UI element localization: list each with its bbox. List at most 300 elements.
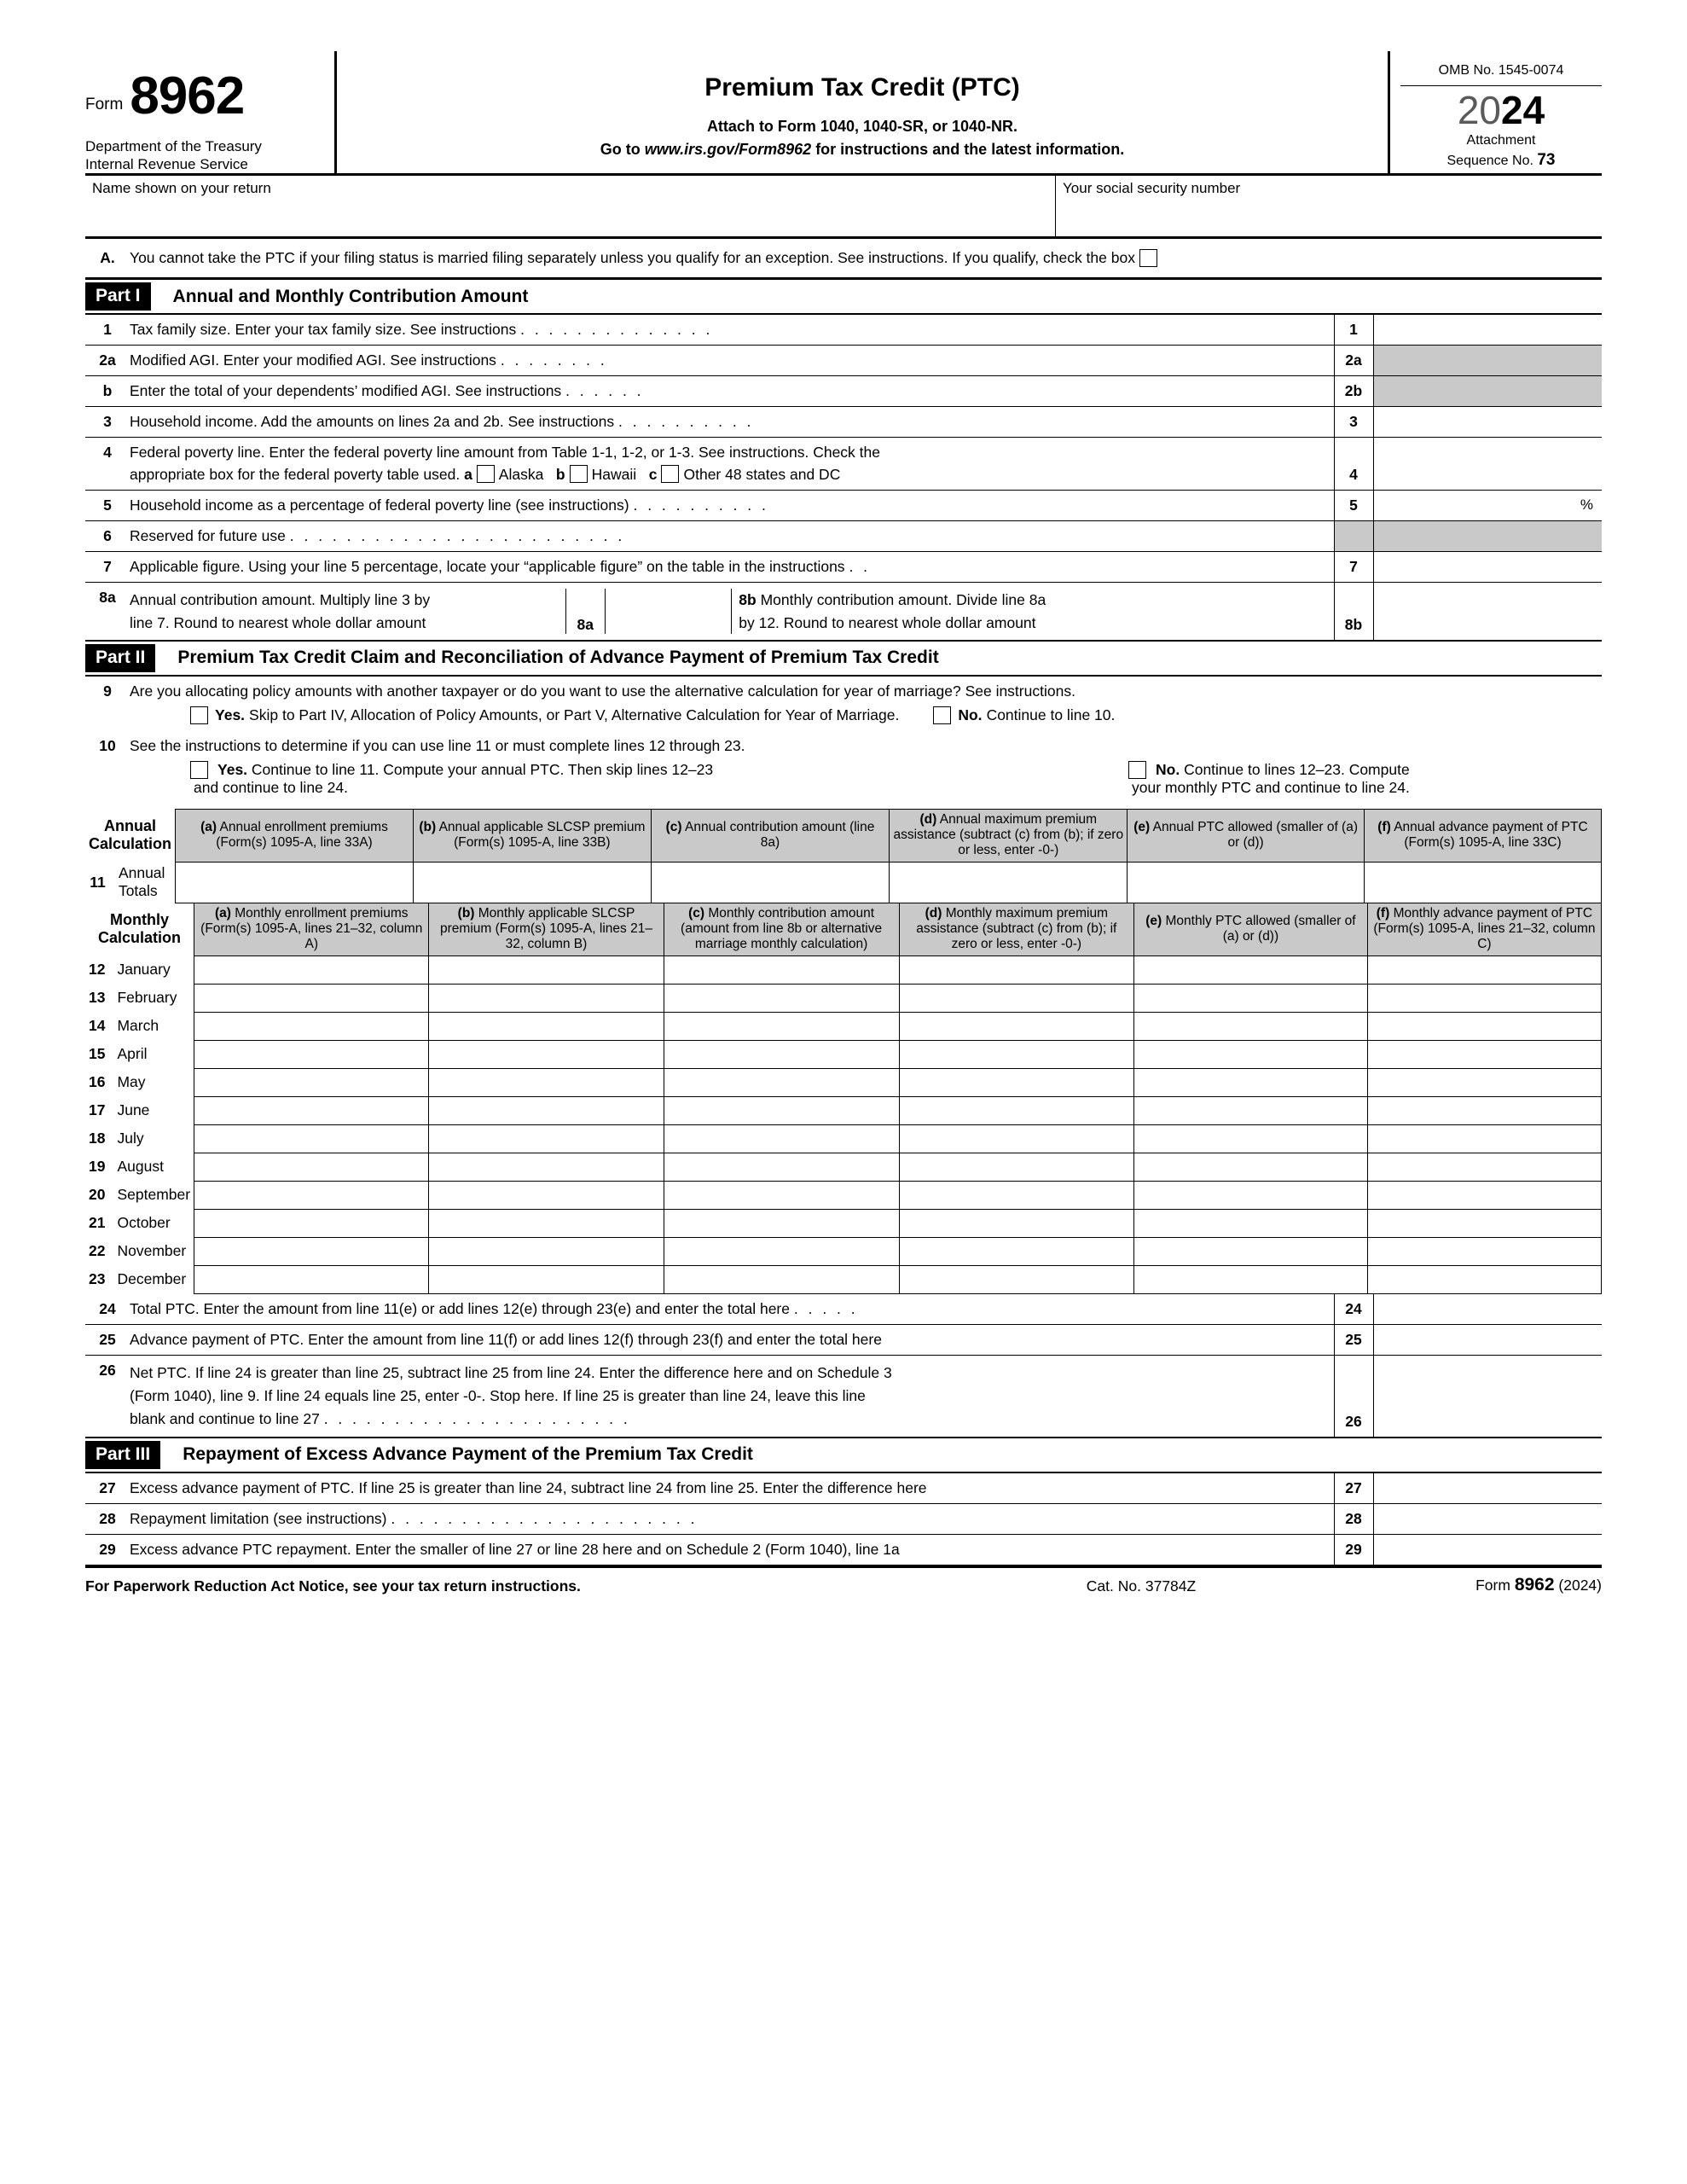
line-21-col-b-input[interactable] [429, 1209, 664, 1237]
line-17-col-b-input[interactable] [429, 1096, 664, 1124]
line-15-number: 15 [89, 1045, 106, 1063]
header-right [1390, 51, 1602, 173]
line-3-row [85, 407, 1602, 438]
line-2b-row [85, 376, 1602, 407]
line-19-col-f-input[interactable] [1367, 1153, 1601, 1181]
line-2b-amount-input[interactable] [1373, 376, 1602, 407]
annual-totals-row [85, 862, 1602, 903]
line-22-label: November [117, 1242, 187, 1260]
line-15-col-e-input[interactable] [1134, 1040, 1368, 1068]
line-10-yes-text-2: and continue to line 24. [194, 778, 348, 796]
line-16-label: May [117, 1073, 146, 1091]
line-27-amount-input[interactable] [1373, 1473, 1602, 1504]
line-5-boxnum: 5 [1334, 491, 1373, 521]
part-3-badge: Part III [85, 1441, 160, 1469]
part-1-title: Annual and Monthly Contribution Amount [172, 286, 529, 306]
line-26-row [85, 1355, 1602, 1437]
line-25-boxnum: 25 [1334, 1324, 1373, 1355]
table-row [85, 1153, 1602, 1181]
line-1-label: Tax family size. Enter your tax family size. See instructions [130, 321, 517, 339]
catalog-number: Cat. No. 37784Z [1086, 1577, 1197, 1594]
monthly-col-b-tag: (b) [457, 905, 475, 921]
line-21-label: October [117, 1214, 171, 1232]
line-8b-text [739, 589, 1333, 634]
line-8a-block [130, 589, 732, 634]
line-14-col-f-input[interactable] [1367, 1012, 1601, 1040]
line-10-no-checkbox[interactable] [1128, 761, 1146, 779]
monthly-col-d-header [899, 903, 1133, 956]
line-14-col-b-input[interactable] [429, 1012, 664, 1040]
line-7-boxnum: 7 [1334, 552, 1373, 583]
line-19-col-b-input[interactable] [429, 1153, 664, 1181]
line-4-amount-input[interactable] [1373, 438, 1602, 491]
line-28-text [130, 1503, 1334, 1534]
line-5-number: 5 [85, 491, 130, 521]
monthly-col-d-text: Monthly maximum premium assistance (subtract (c) from (b); if zero or less, enter -0-) [916, 905, 1117, 952]
line-29-label: Excess advance PTC repayment. Enter the smaller of line 27 or line 28 here and on Schedule 2 (Form 1040), line 1a [130, 1534, 1334, 1565]
line-10-no-text-1: Continue to lines 12–23. Compute [1184, 760, 1410, 778]
line-4-text [130, 438, 1334, 491]
line-19-col-e-input[interactable] [1134, 1153, 1368, 1181]
line-8a-amount-input[interactable] [605, 589, 731, 634]
line-8b-boxnum: 8b [1334, 583, 1373, 640]
line-6-reserved-cell [1373, 521, 1602, 552]
name-field-label: Name shown on your return [92, 180, 271, 197]
line-20-col-a-input[interactable] [194, 1181, 429, 1209]
monthly-col-b-text: Monthly applicable SLCSP premium (Form(s) 1095-A, lines 21–32, column B) [440, 905, 652, 952]
table-row [85, 1124, 1602, 1153]
line-11-col-e-input[interactable] [1128, 862, 1365, 903]
line-11-col-f-input[interactable] [1364, 862, 1601, 903]
line-23-col-d-input[interactable] [899, 1265, 1133, 1293]
monthly-col-f-header [1367, 903, 1601, 956]
annual-col-e-text: Annual PTC allowed (smaller of (a) or (d)) [1152, 820, 1358, 851]
line-19-col-d-input[interactable] [899, 1153, 1133, 1181]
line-22-col-e-input[interactable] [1134, 1237, 1368, 1265]
line-14-col-e-input[interactable] [1134, 1012, 1368, 1040]
line-20-number: 20 [89, 1186, 106, 1204]
line-3-leader: . . . . . . . . . . [618, 413, 754, 431]
line-24-label: Total PTC. Enter the amount from line 11(e) or add lines 12(e) through 23(e) and enter the total here [130, 1299, 790, 1317]
line-4-alaska-checkbox[interactable] [477, 465, 495, 483]
line-26-label-2: (Form 1040), line 9. If line 24 equals line 25, enter -0-. Stop here. If line 25 is greater than line 24, leave this line [130, 1386, 866, 1404]
annual-label-line1: Annual [104, 817, 156, 835]
line-10-number: 10 [99, 736, 116, 754]
annual-col-a-tag: (a) [200, 820, 217, 835]
goto-suffix: for instructions and the latest information. [811, 141, 1125, 158]
part-1-table [85, 315, 1602, 640]
line-21-col-f-input[interactable] [1367, 1209, 1601, 1237]
line-11-col-a-input[interactable] [176, 862, 414, 903]
part-1-bar [85, 278, 1602, 315]
line-9-no-text: Continue to line 10. [986, 706, 1116, 723]
monthly-col-b-header [429, 903, 664, 956]
line-14-number: 14 [89, 1017, 106, 1035]
form-header [85, 51, 1602, 176]
line-29-number: 29 [85, 1534, 130, 1565]
line-22-col-b-input[interactable] [429, 1237, 664, 1265]
line-12-label: January [117, 961, 171, 979]
line-5-amount-input[interactable] [1373, 491, 1602, 521]
line-23-label: December [117, 1270, 187, 1288]
line-8a-number: 8a [99, 589, 116, 607]
line-20-col-f-input[interactable] [1367, 1181, 1601, 1209]
line-10-text: See the instructions to determine if you can use line 11 or must complete lines 12 through 23. [130, 736, 745, 754]
line-2a-amount-input[interactable] [1373, 346, 1602, 376]
line-16-col-a-input[interactable] [194, 1068, 429, 1096]
line-1-row [85, 315, 1602, 346]
line-2b-boxnum: 2b [1334, 376, 1373, 407]
line-17-col-d-input[interactable] [899, 1096, 1133, 1124]
table-row [85, 1096, 1602, 1124]
line-18-number: 18 [89, 1130, 106, 1147]
goto-url[interactable]: www.irs.gov/Form8962 [644, 141, 812, 158]
attachment-label: Attachment [1466, 133, 1536, 148]
annual-col-f-text: Annual advance payment of PTC (Form(s) 1095-A, line 33C) [1394, 820, 1588, 851]
line-18-col-e-input[interactable] [1134, 1124, 1368, 1153]
line-20-label: September [117, 1186, 191, 1204]
line-14-col-d-input[interactable] [899, 1012, 1133, 1040]
line-13-col-a-input[interactable] [194, 984, 429, 1012]
line-21-col-d-input[interactable] [899, 1209, 1133, 1237]
line-2a-boxnum: 2a [1334, 346, 1373, 376]
line-4-opt-a-label: Alaska [498, 466, 544, 484]
footer-form-word: Form [1475, 1576, 1510, 1594]
line-4-row [85, 438, 1602, 491]
line-22-col-a-input[interactable] [194, 1237, 429, 1265]
table-row [85, 1265, 1602, 1293]
line-16-col-f-input[interactable] [1367, 1068, 1601, 1096]
line-13-col-b-input[interactable] [429, 984, 664, 1012]
line-29-boxnum: 29 [1334, 1534, 1373, 1565]
line-21-col-a-input[interactable] [194, 1209, 429, 1237]
line-12-col-d-input[interactable] [899, 956, 1133, 984]
line-23-col-b-input[interactable] [429, 1265, 664, 1293]
line-28-row [85, 1503, 1602, 1534]
line-9-yes-text: Skip to Part IV, Allocation of Policy Amounts, or Part V, Alternative Calculation for Year of Marriage. [249, 706, 900, 723]
form-word-label: Form [85, 95, 124, 113]
tax-year-prefix: 20 [1457, 88, 1501, 132]
line-3-amount-input[interactable] [1373, 407, 1602, 438]
part-2-totals-table [85, 1294, 1602, 1437]
line-21-col-e-input[interactable] [1134, 1209, 1368, 1237]
line-23-number: 23 [89, 1270, 106, 1288]
line-18-col-c-input[interactable] [664, 1124, 899, 1153]
monthly-col-c-tag: (c) [688, 905, 705, 921]
monthly-col-e-header [1134, 903, 1368, 956]
line-7-number: 7 [85, 552, 130, 583]
table-row [85, 1040, 1602, 1068]
monthly-col-f-text: Monthly advance payment of PTC (Form(s) 1095-A, lines 21–32, column C) [1373, 905, 1596, 952]
goto-prefix: Go to [600, 141, 645, 158]
table-row [85, 1181, 1602, 1209]
line-4-opt-a-letter: a [464, 466, 472, 484]
annual-col-c-tag: (c) [665, 820, 682, 835]
line-28-label: Repayment limitation (see instructions) [130, 1509, 387, 1527]
line-4-number: 4 [85, 438, 130, 491]
line-19-col-a-input[interactable] [194, 1153, 429, 1181]
line-20-col-b-input[interactable] [429, 1181, 664, 1209]
line-8-content [130, 583, 1334, 640]
line-24-amount-input[interactable] [1373, 1294, 1602, 1325]
paperwork-notice: For Paperwork Reduction Act Notice, see your tax return instructions. [85, 1577, 581, 1594]
annual-col-a-header [176, 809, 414, 862]
annual-header-row [85, 809, 1602, 862]
form-title: Premium Tax Credit (PTC) [704, 73, 1020, 102]
line-6-label: Reserved for future use [130, 527, 286, 545]
line-18-col-f-input[interactable] [1367, 1124, 1601, 1153]
line-4-opt-b-label: Hawaii [591, 466, 637, 484]
line-17-number: 17 [89, 1101, 106, 1119]
annual-calculation-label [85, 809, 176, 862]
line-8b-amount-input[interactable] [1373, 583, 1602, 640]
line-22-col-c-input[interactable] [664, 1237, 899, 1265]
monthly-col-c-header [664, 903, 899, 956]
annual-col-c-header [651, 809, 890, 862]
line-13-col-d-input[interactable] [899, 984, 1133, 1012]
line-12-col-f-input[interactable] [1367, 956, 1601, 984]
line-28-leader: . . . . . . . . . . . . . . . . . . . . . . [391, 1509, 698, 1527]
annual-col-e-header [1128, 809, 1365, 862]
line-9-number: 9 [103, 682, 112, 700]
line-25-row [85, 1324, 1602, 1355]
line-2b-text [130, 376, 1334, 407]
monthly-col-a-text: Monthly enrollment premiums (Form(s) 1095-A, lines 21–32, column A) [200, 905, 423, 952]
line-24-text [130, 1294, 1334, 1325]
footer-form-id [1320, 1575, 1602, 1595]
line-9-yes-label: Yes. [215, 706, 246, 723]
line-a-row [85, 239, 1602, 278]
line-15-col-b-input[interactable] [429, 1040, 664, 1068]
line-a-checkbox[interactable] [1139, 249, 1157, 267]
line-1-amount-input[interactable] [1373, 315, 1602, 346]
annual-col-d-header [890, 809, 1128, 862]
part-3-bar [85, 1437, 1602, 1473]
line-8-row [85, 583, 1602, 640]
line-25-label: Advance payment of PTC. Enter the amount from line 11(f) or add lines 12(f) through 23(f) and enter the total here [130, 1324, 1334, 1355]
line-8a-boxnum: 8a [565, 589, 605, 634]
line-23-col-f-input[interactable] [1367, 1265, 1601, 1293]
line-5-label: Household income as a percentage of federal poverty line (see instructions) [130, 497, 629, 514]
line-15-col-d-input[interactable] [899, 1040, 1133, 1068]
line-4-other48-checkbox[interactable] [661, 465, 679, 483]
annual-col-d-text: Annual maximum premium assistance (subtract (c) from (b); if zero or less, enter -0-) [893, 811, 1124, 858]
line-13-col-c-input[interactable] [664, 984, 899, 1012]
tax-year-suffix: 24 [1501, 88, 1545, 132]
line-3-number: 3 [85, 407, 130, 438]
form-number: 8962 [130, 67, 245, 125]
line-19-col-c-input[interactable] [664, 1153, 899, 1181]
line-8a-text [130, 589, 565, 634]
line-18-col-b-input[interactable] [429, 1124, 664, 1153]
line-3-boxnum: 3 [1334, 407, 1373, 438]
annual-col-b-header [413, 809, 651, 862]
line-13-number: 13 [89, 989, 106, 1007]
line-23-col-e-input[interactable] [1134, 1265, 1368, 1293]
monthly-col-f-tag: (f) [1376, 905, 1390, 921]
annual-col-d-tag: (d) [919, 811, 937, 827]
monthly-col-d-tag: (d) [925, 905, 942, 921]
line-9-yes-checkbox[interactable] [190, 706, 208, 724]
annual-col-f-tag: (f) [1377, 820, 1391, 835]
line-4-opt-c-letter: c [648, 466, 658, 484]
table-row [85, 1209, 1602, 1237]
line-20-col-e-input[interactable] [1134, 1181, 1368, 1209]
line-2a-row [85, 346, 1602, 376]
line-10-no-text-2: your monthly PTC and continue to line 24. [1132, 778, 1410, 796]
line-3-text [130, 407, 1334, 438]
monthly-header-row [85, 903, 1602, 956]
monthly-col-e-text: Monthly PTC allowed (smaller of (a) or (d)) [1165, 913, 1356, 944]
tax-year [1400, 90, 1602, 131]
line-17-label: June [117, 1101, 150, 1119]
monthly-col-c-text: Monthly contribution amount (amount from line 8b or alternative marriage monthly calculation) [681, 905, 883, 952]
annual-col-a-text: Annual enrollment premiums (Form(s) 1095-A, line 33A) [216, 820, 388, 851]
line-26-boxnum: 26 [1334, 1355, 1373, 1437]
line-19-number: 19 [89, 1158, 106, 1176]
line-13-label: February [117, 989, 177, 1007]
line-a-letter: A. [100, 249, 115, 267]
line-26-label-1: Net PTC. If line 24 is greater than line 25, subtract line 25 from line 24. Enter the difference here and on Schedule 3 [130, 1363, 892, 1381]
line-8b-number: 8b [739, 591, 757, 609]
annual-col-b-text: Annual applicable SLCSP premium (Form(s) 1095-A, line 33B) [438, 820, 646, 851]
table-row [85, 984, 1602, 1012]
line-14-col-c-input[interactable] [664, 1012, 899, 1040]
line-16-col-e-input[interactable] [1134, 1068, 1368, 1096]
line-8a-label-2: line 7. Round to nearest whole dollar amount [130, 613, 426, 631]
line-9-text: Are you allocating policy amounts with another taxpayer or do you want to use the alternative calculation for year of marriage? See instructions. [130, 682, 1075, 700]
line-20-col-c-input[interactable] [664, 1181, 899, 1209]
line-5-text [130, 491, 1334, 521]
line-3-label: Household income. Add the amounts on lines 2a and 2b. See instructions [130, 413, 615, 431]
line-17-col-c-input[interactable] [664, 1096, 899, 1124]
goto-instruction [345, 141, 1379, 159]
line-4-opt-c-label: Other 48 states and DC [683, 466, 841, 484]
line-18-col-a-input[interactable] [194, 1124, 429, 1153]
line-27-number: 27 [85, 1473, 130, 1504]
line-10-yes-text-1: Continue to line 11. Compute your annual PTC. Then skip lines 12–23 [251, 760, 714, 778]
line-16-col-b-input[interactable] [429, 1068, 664, 1096]
line-10-yes-checkbox[interactable] [190, 761, 208, 779]
annual-calculation-table [85, 809, 1602, 903]
line-17-col-a-input[interactable] [194, 1096, 429, 1124]
line-4-hawaii-checkbox[interactable] [570, 465, 588, 483]
line-9-no-checkbox[interactable] [933, 706, 951, 724]
line-4-label-1: Federal poverty line. Enter the federal poverty line amount from Table 1-1, 1-2, or 1-3. See instructions. Check the [130, 444, 880, 462]
line-16-col-c-input[interactable] [664, 1068, 899, 1096]
line-2b-number: b [85, 376, 130, 407]
footer-form-year: (2024) [1558, 1576, 1602, 1594]
line-14-col-a-input[interactable] [194, 1012, 429, 1040]
line-22-col-f-input[interactable] [1367, 1237, 1601, 1265]
line-12-col-c-input[interactable] [664, 956, 899, 984]
part-2-bar [85, 640, 1602, 677]
line-22-col-d-input[interactable] [899, 1237, 1133, 1265]
line-18-col-d-input[interactable] [899, 1124, 1133, 1153]
part-2-badge: Part II [85, 644, 155, 672]
line-23-col-a-input[interactable] [194, 1265, 429, 1293]
line-17-col-e-input[interactable] [1134, 1096, 1368, 1124]
annual-col-e-tag: (e) [1133, 820, 1151, 835]
line-9-row [85, 677, 1602, 706]
line-13-col-e-input[interactable] [1134, 984, 1368, 1012]
line-7-amount-input[interactable] [1373, 552, 1602, 583]
line-10-options [85, 761, 1602, 809]
table-row [85, 1012, 1602, 1040]
line-17-col-f-input[interactable] [1367, 1096, 1601, 1124]
line-12-col-b-input[interactable] [429, 956, 664, 984]
omb-number: OMB No. 1545-0074 [1400, 51, 1602, 86]
line-8a-label-1: Annual contribution amount. Multiply line 3 by [130, 591, 431, 609]
line-24-number: 24 [85, 1294, 130, 1325]
monthly-col-e-tag: (e) [1145, 913, 1162, 928]
line-2a-label: Modified AGI. Enter your modified AGI. See instructions [130, 351, 496, 369]
line-22-number: 22 [89, 1242, 106, 1260]
agency-line: Internal Revenue Service [85, 156, 248, 173]
annual-col-f-header [1364, 809, 1601, 862]
line-26-amount-input[interactable] [1373, 1355, 1602, 1437]
ssn-field[interactable] [1056, 176, 1602, 236]
line-12-col-a-input[interactable] [194, 956, 429, 984]
monthly-label-line1: Monthly [110, 911, 170, 929]
line-11-col-c-input[interactable] [651, 862, 890, 903]
line-15-col-f-input[interactable] [1367, 1040, 1601, 1068]
line-1-boxnum: 1 [1334, 315, 1373, 346]
line-23-col-c-input[interactable] [664, 1265, 899, 1293]
line-8b-label-2: by 12. Round to nearest whole dollar amount [739, 613, 1036, 631]
line-21-number: 21 [89, 1214, 106, 1232]
line-19-label: August [117, 1158, 164, 1176]
line-21-col-c-input[interactable] [664, 1209, 899, 1237]
line-8b-block [732, 589, 1334, 634]
line-15-col-c-input[interactable] [664, 1040, 899, 1068]
line-6-text [130, 521, 1334, 552]
monthly-calculation-label [85, 903, 194, 956]
form-footer [85, 1565, 1602, 1595]
line-6-boxnum [1334, 521, 1373, 552]
line-13-col-f-input[interactable] [1367, 984, 1601, 1012]
line-28-number: 28 [85, 1503, 130, 1534]
line-27-row [85, 1473, 1602, 1504]
line-24-boxnum: 24 [1334, 1294, 1373, 1325]
line-29-amount-input[interactable] [1373, 1534, 1602, 1565]
line-15-col-a-input[interactable] [194, 1040, 429, 1068]
line-26-number: 26 [99, 1361, 116, 1379]
line-18-label: July [117, 1130, 144, 1147]
line-2a-leader: . . . . . . . . [500, 351, 608, 369]
table-row [85, 1237, 1602, 1265]
line-9-options [85, 706, 1602, 731]
line-11-number: 11 [90, 873, 106, 891]
line-28-amount-input[interactable] [1373, 1503, 1602, 1534]
line-2a-number: 2a [85, 346, 130, 376]
taxpayer-identification-row [85, 176, 1602, 239]
line-6-row [85, 521, 1602, 552]
line-25-amount-input[interactable] [1373, 1324, 1602, 1355]
table-row [85, 956, 1602, 984]
line-12-col-e-input[interactable] [1134, 956, 1368, 984]
line-1-number: 1 [85, 315, 130, 346]
line-11-col-d-input[interactable] [890, 862, 1128, 903]
line-11-col-b-input[interactable] [413, 862, 651, 903]
line-20-col-d-input[interactable] [899, 1181, 1133, 1209]
monthly-label-line2: Calculation [98, 929, 182, 947]
line-26-label-3: blank and continue to line 27 [130, 1409, 320, 1427]
line-5-row [85, 491, 1602, 521]
line-16-col-d-input[interactable] [899, 1068, 1133, 1096]
line-10-no-label: No. [1156, 760, 1180, 778]
name-field[interactable] [85, 176, 1056, 236]
